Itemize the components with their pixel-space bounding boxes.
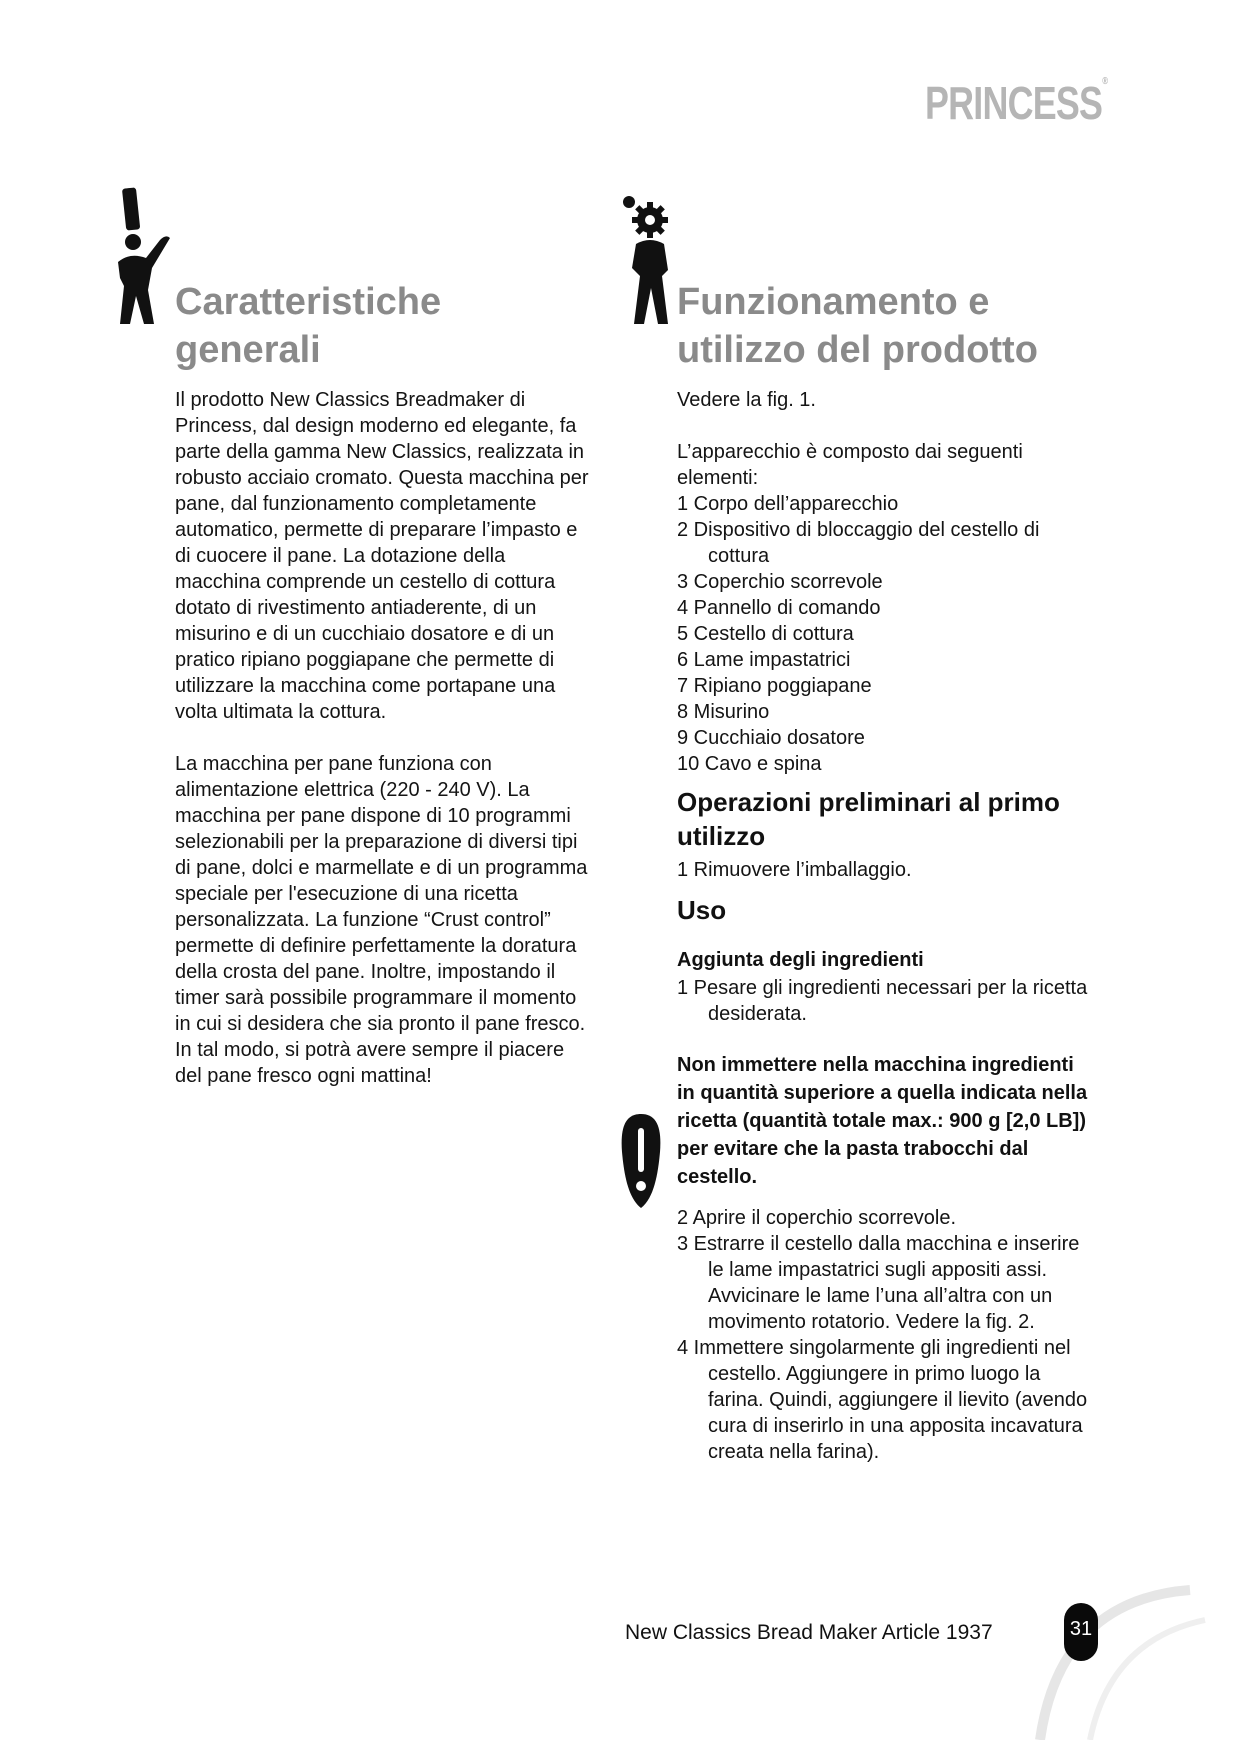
list-item: 8 Misurino — [677, 701, 770, 723]
prelim-steps — [677, 857, 1097, 883]
list-item: 4 Immettere singolarmente gli ingredienti nel cestello. Aggiungere in primo luogo la farina. Quindi, aggiungere il lievito (avendo cura di inserirlo in una apposita incavatura creata nella farina). — [677, 1337, 1088, 1463]
list-item: 9 Cucchiaio dosatore — [677, 727, 865, 749]
list-item: 1 Corpo dell’apparecchio — [677, 493, 899, 515]
prelim-heading: Operazioni preliminari al primo utilizzo — [677, 787, 1060, 851]
components-list — [677, 491, 1097, 777]
gear-figure-icon — [620, 192, 682, 327]
list-item: 1 Pesare gli ingredienti necessari per la ricetta desiderata. — [677, 977, 1088, 1025]
princess-logo — [925, 76, 1108, 129]
heading-caratteristiche — [175, 278, 441, 374]
list-item: 6 Lame impastatrici — [677, 649, 851, 671]
left-column — [175, 387, 595, 1089]
list-item: 3 Estrarre il cestello dalla macchina e inserire le lame impastatrici sugli appositi assi. Avvicinare le lame l’una all’altra con un movimento rotatorio. Vedere la fig. 2. — [677, 1233, 1080, 1333]
usage-steps — [677, 1205, 1097, 1465]
list-item: 5 Cestello di cottura — [677, 623, 854, 645]
warning-exclamation-icon — [618, 1112, 664, 1210]
list-item: 3 Coperchio scorrevole — [677, 571, 883, 593]
heading-line: Caratteristiche — [175, 281, 442, 323]
heading-line: Funzionamento e — [677, 281, 990, 323]
footer-title: New Classics Bread Maker Article 1937 — [625, 1621, 993, 1644]
components-intro: L’apparecchio è composto dai seguenti elementi: — [677, 441, 1023, 489]
list-item: 7 Ripiano poggiapane — [677, 675, 872, 697]
list-item: 2 Dispositivo di bloccaggio del cestello di cottura — [677, 519, 1040, 567]
list-item: 1 Rimuovere l’imballaggio. — [677, 859, 912, 881]
info-figure-icon — [108, 186, 172, 326]
heading-line: generali — [175, 329, 321, 371]
list-item: 2 Aprire il coperchio scorrevole. — [677, 1207, 957, 1229]
decorative-arc — [1030, 1580, 1210, 1740]
list-item: 4 Pannello di comando — [677, 597, 881, 619]
heading-line: utilizzo del prodotto — [677, 329, 1038, 371]
see-fig-1: Vedere la fig. 1. — [677, 389, 816, 411]
paragraph: Il prodotto New Classics Breadmaker di Princess, dal design moderno ed elegante, fa parte della gamma New Classics, realizzata in robusto acciaio cromato. Questa macchina per pane, dal funzionamento completamente automatico, permette di preparare l’impasto e di cuocere il pane. La dotazione della macchina comprende un cestello di cottura dotato di rivestimento antiaderente, di un misurino e di un cucchiaio dosatore e di un pratico ripiano poggiapane che permette di utilizzare la macchina come portapane una volta ultimata la cottura. — [175, 389, 589, 723]
uso-heading: Uso — [677, 895, 727, 925]
ingredients-heading: Aggiunta degli ingredienti — [677, 949, 924, 971]
page-number-badge: 31 — [1064, 1603, 1098, 1661]
paragraph: La macchina per pane funziona con alimentazione elettrica (220 - 240 V). La macchina per pane dispone di 10 programmi selezionabili per la preparazione di diversi tipi di pane, dolci e marmellate e di un programma speciale per l'esecuzione di una ricetta personalizzata. La funzione “Crust control” permette di definire perfettamente la doratura della crosta del pane. Inoltre, impostando il timer sarà possibile programmare il momento in cui si desidera che sia pronto il pane fresco. In tal modo, si potrà avere sempre il piacere del pane fresco ogni mattina! — [175, 753, 588, 1087]
heading-funzionamento — [677, 278, 1038, 374]
logo-registered-mark: ® — [1102, 76, 1108, 87]
ingredients-steps — [677, 975, 1097, 1027]
right-column — [677, 387, 1097, 1465]
warning-text: Non immettere nella macchina ingredienti in quantità superiore a quella indicata nella ricetta (quantità totale max.: 900 g [2,0 LB]) per evitare che la pasta trabocchi dal cestello. — [677, 1054, 1088, 1188]
list-item: 10 Cavo e spina — [677, 753, 822, 775]
logo-text: PRINCESS — [925, 77, 1103, 129]
